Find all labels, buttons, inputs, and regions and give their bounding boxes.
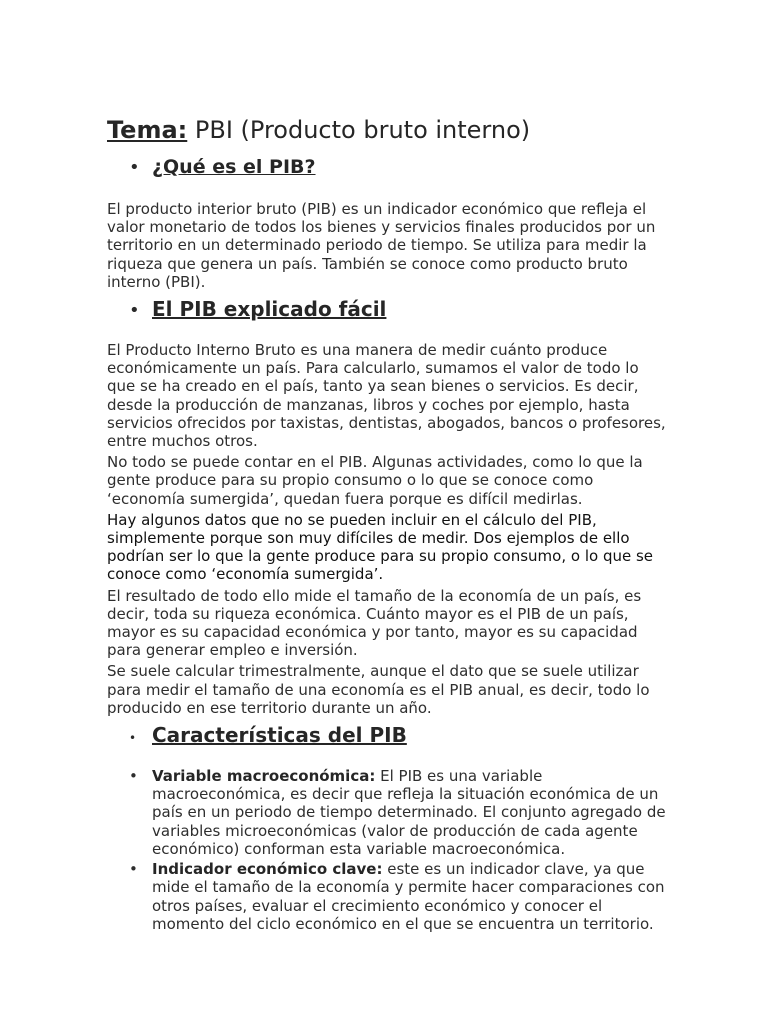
paragraph-definition: El producto interior bruto (PIB) es un indicador económico que refleja el valor monetario de todos los bienes y servicios finales producidos por un territorio en un determinado periodo de tiempo. Se utiliza para medir la riqueza que genera un país. También se conoce como producto bruto interno (PBI). (107, 200, 656, 291)
paragraph-explicado-1: El Producto Interno Bruto es una manera de medir cuánto produce económicamente un país. Para calcularlo, sumamos el valor de todo lo que se ha creado en el país, tanto ya sean bienes o servicios. Es decir, desde la producción de manzanas, libros y coches por ejemplo, hasta servicios ofrecidos por taxistas, dentistas, abogados, bancos o profesores, entre muchos otros. (107, 341, 666, 451)
bullet-icon: • (129, 300, 140, 322)
document-page (107, 114, 667, 933)
caracteristicas-list (107, 767, 667, 933)
list-item (107, 860, 667, 933)
paragraph-explicado-4: El resultado de todo ello mide el tamaño de la economía de un país, es decir, toda su riqueza económica. Cuánto mayor es el PIB de un país, mayor es su capacidad económica y por tanto, mayor es su capacidad para generar empleo e inversión. (107, 586, 642, 660)
section-heading-explicado (107, 295, 667, 323)
list-item (107, 767, 667, 858)
paragraph-explicado-5: Se suele calcular trimestralmente, aunque el dato que se suele utilizar para medir el tamaño de una economía es el PIB anual, es decir, todo lo producido en ese territorio durante un año. (107, 662, 650, 717)
item-term: Indicador económico clave: (152, 860, 383, 879)
item-text: este es un indicador clave, ya que mide el tamaño de la economía y permite hacer comparaciones con otros países, evaluar el crecimiento económico y conocer el momento del ciclo económico en el que se encuentra un territorio. (152, 860, 665, 933)
bullet-icon: • (129, 767, 138, 786)
title-label: Tema: (107, 116, 188, 144)
document-title (107, 114, 667, 146)
section-heading-caracteristicas (107, 721, 667, 749)
title-text: PBI (Producto bruto interno) (187, 116, 531, 144)
paragraph-explicado-2: No todo se puede contar en el PIB. Algunas actividades, como lo que la gente produce para su propio consumo o lo que se conoce como ‘economía sumergida’, quedan fuera porque es difícil medirlas. (107, 453, 643, 508)
item-term: Variable macroeconómica: (152, 767, 376, 786)
heading-text: Características del PIB (152, 723, 407, 748)
section-heading-que-es (107, 154, 667, 180)
heading-text: ¿Qué es el PIB? (152, 156, 316, 178)
bullet-icon: • (129, 731, 137, 746)
paragraph-explicado-3: Hay algunos datos que no se pueden incluir en el cálculo del PIB, simplemente porque son muy difíciles de medir. Dos ejemplos de ello podrían ser lo que la gente produce para su propio consumo, o lo que se conoce como ‘economía sumergida’. (107, 510, 654, 584)
bullet-icon: • (129, 157, 140, 178)
item-text: El PIB es una variable macroeconómica, es decir que refleja la situación económica de un país en un periodo de tiempo determinado. El conjunto agregado de variables microeconómicas (valor de producción de cada agente económico) conforman esta variable macroeconómica. (152, 767, 666, 858)
heading-text: El PIB explicado fácil (152, 297, 387, 322)
bullet-icon: • (129, 860, 138, 879)
